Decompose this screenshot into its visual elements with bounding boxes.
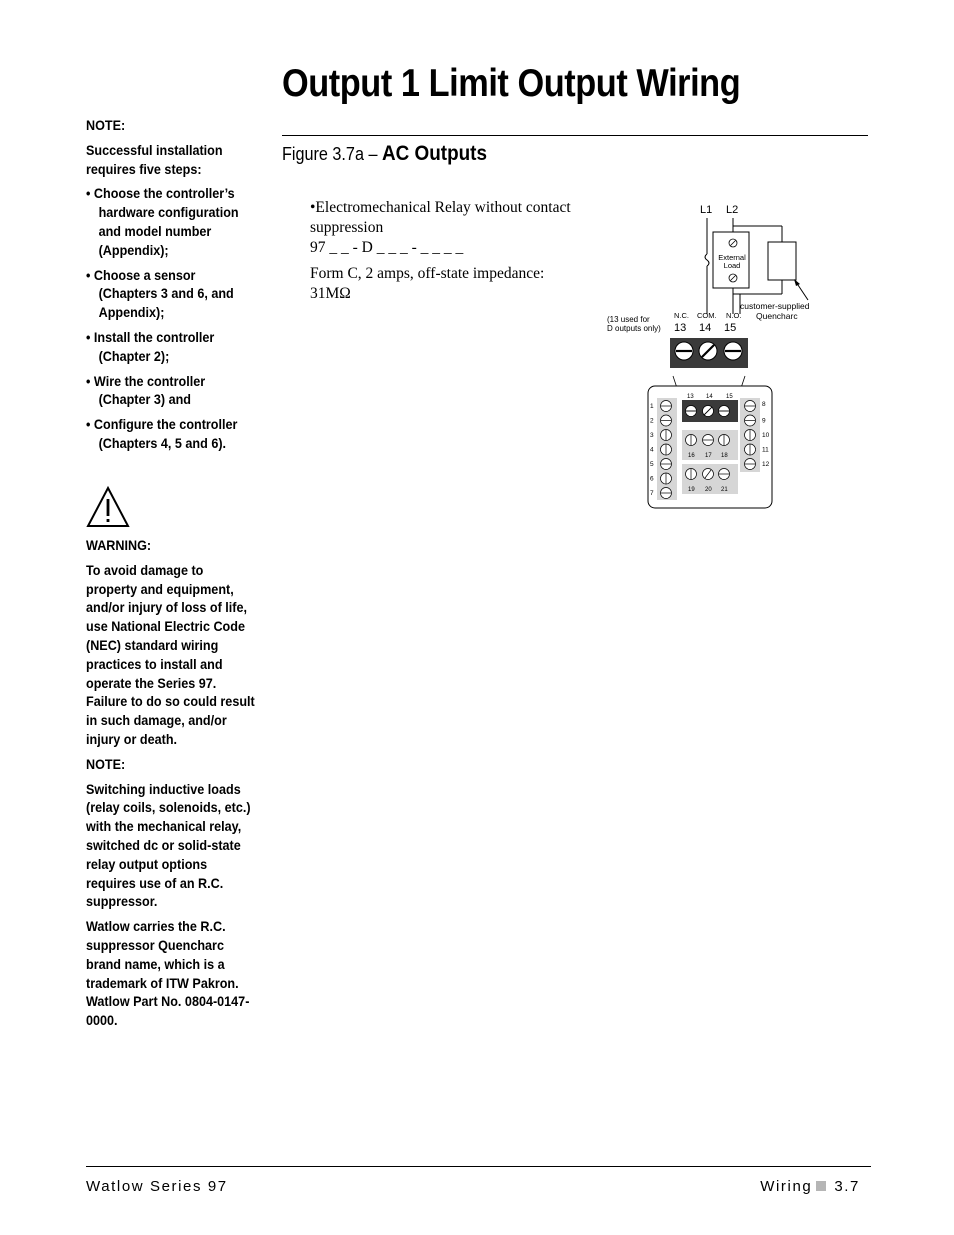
terminal-number: 20 — [705, 487, 712, 493]
terminal-number: 10 — [762, 432, 770, 439]
footer-rule — [86, 1166, 871, 1167]
figure-title: AC Outputs — [381, 142, 487, 165]
note-text-3: Watlow carries the R.C. suppressor Quencharc brand name, which is a trademark of ITW Pakron. Watlow Part No. 0804-0147-0000. — [86, 918, 250, 1029]
model-number: 97 _ _ - D _ _ _ - _ _ _ _ — [310, 239, 464, 256]
terminal-number: 7 — [650, 490, 654, 497]
list-item: • Install the controller (Chapter 2); — [86, 328, 215, 364]
relay-spec: Form C, 2 amps, off-state impedance: 31MΩ — [310, 265, 545, 302]
terminal-number: 16 — [688, 453, 695, 459]
l2-label: L2 — [726, 204, 739, 216]
footer-product: Watlow Series 97 — [86, 1178, 228, 1195]
list-item: • Wire the controller (Chapter 3) and — [86, 372, 206, 408]
terminal-number: 13 — [687, 394, 694, 400]
note-heading: NOTE: — [86, 117, 126, 133]
sidebar-notes — [86, 116, 261, 459]
quencharc-label-1: customer-supplied — [740, 301, 810, 311]
terminal-13-label: 13 — [674, 322, 687, 334]
figure-caption — [282, 142, 487, 166]
nc-label: N.C. — [674, 311, 689, 320]
external-load-label-1: External — [718, 253, 746, 262]
terminal-number: 3 — [650, 432, 654, 439]
installation-steps-list — [86, 184, 257, 452]
terminal-15-label: 15 — [724, 322, 737, 334]
square-icon — [816, 1181, 826, 1191]
terminal-number: 11 — [762, 446, 769, 454]
note-text-2: Switching inductive loads (relay coils, solenoids, etc.) with the mechanical relay, switched dc or solid-state relay output options requires use of an R.C. suppressor. — [86, 780, 251, 910]
terminal-number: 19 — [688, 487, 695, 493]
title-rule — [282, 135, 868, 136]
terminal-number: 18 — [721, 453, 728, 459]
used-note-2: D outputs only) — [607, 324, 661, 333]
terminal-number: 4 — [650, 446, 654, 454]
list-item: • Choose the controller’s hardware configuration and model number (Appendix); — [86, 185, 239, 258]
external-load-label-2: Load — [723, 261, 741, 270]
l1-label: L1 — [700, 204, 713, 216]
wiring-diagram — [600, 196, 840, 516]
terminal-number: 14 — [706, 394, 713, 400]
note-heading-2: NOTE: — [86, 755, 126, 772]
relay-description — [310, 198, 580, 304]
terminal-number: 17 — [705, 453, 712, 459]
used-note-1: (13 used for — [607, 315, 650, 324]
com-label: COM. — [697, 311, 717, 320]
terminal-number: 1 — [650, 403, 654, 410]
terminal-number: 8 — [762, 401, 766, 408]
footer-page-info — [760, 1178, 860, 1195]
warning-text: To avoid damage to property and equipment, and/or injury of loss of life, use National Electric Code (NEC) standard wiring practices to install and operate the Series 97. Failure to do so could result in such damage, and/or injury or death. — [86, 561, 255, 747]
bottom-terminal-numbers — [688, 487, 728, 493]
quencharc-label-2: Quencharc — [756, 311, 798, 321]
warning-triangle-icon — [86, 486, 130, 528]
terminal-number: 5 — [650, 461, 654, 468]
terminal-number: 12 — [762, 461, 770, 468]
list-item: • Configure the controller (Chapters 4, 5 and 6). — [86, 416, 238, 451]
middle-terminal-numbers — [688, 453, 728, 459]
relay-type: •Electromechanical Relay without contact suppression — [310, 199, 571, 236]
figure-number: Figure 3.7a – — [282, 144, 378, 164]
page-title: Output 1 Limit Output Wiring — [282, 62, 741, 105]
terminal-number: 9 — [762, 417, 766, 425]
terminal-14-label: 14 — [699, 322, 712, 334]
terminal-number: 2 — [650, 417, 654, 425]
terminal-number: 6 — [650, 475, 654, 483]
warning-heading: WARNING: — [86, 537, 152, 553]
no-label: N.O. — [726, 311, 742, 320]
footer-section: Wiring — [760, 1178, 813, 1195]
list-item: • Choose a sensor (Chapters 3 and 6, and Appendix); — [86, 266, 234, 321]
terminal-number: 21 — [721, 487, 728, 493]
footer-page-number: 3.7 — [834, 1178, 860, 1195]
terminal-number: 15 — [726, 394, 733, 400]
warning-block — [86, 536, 257, 1036]
note-intro: Successful installation requires five steps: — [86, 141, 223, 177]
